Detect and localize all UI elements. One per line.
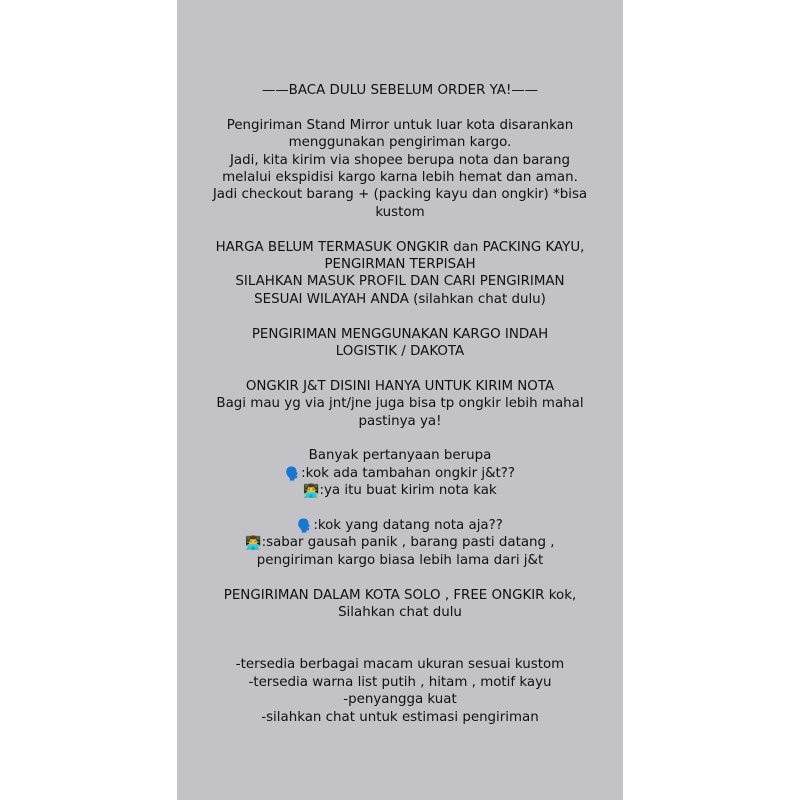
text-line: Jadi, kita kirim via shopee berupa nota dan barang xyxy=(229,152,570,168)
faq-answer-continued: pengiriman kargo biasa lebih lama dari j&t xyxy=(256,552,544,568)
text-line: HARGA BELUM TERMASUK ONGKIR dan PACKING KAYU, xyxy=(215,239,585,255)
faq-question: 🗣️:kok ada tambahan ongkir j&t?? xyxy=(284,465,516,482)
faq-intro: Banyak pertanyaan berupa xyxy=(308,448,492,464)
shipping-info-paragraph xyxy=(177,117,623,221)
text-line: melalui ekspidisi kargo karna lebih hemat dan aman. xyxy=(222,170,578,186)
feature-item: -tersedia warna list putih , hitam , motif kayu xyxy=(248,674,552,690)
feature-list xyxy=(177,656,623,726)
ongkir-paragraph xyxy=(177,378,623,430)
notice-text xyxy=(177,82,623,726)
text-line: PENGIRIMAN DALAM KOTA SOLO , FREE ONGKIR kok, xyxy=(223,587,577,603)
text-line: Jadi checkout barang + (packing kayu dan ongkir) *bisa xyxy=(212,187,588,203)
feature-item: -tersedia berbagai macam ukuran sesuai kustom xyxy=(235,657,565,673)
faq-answer: 👨‍💻:ya itu buat kirim nota kak xyxy=(303,483,497,500)
technologist-icon: 👨‍💻 xyxy=(303,484,320,500)
speaking-head-icon: 🗣️ xyxy=(297,519,314,535)
story-panel xyxy=(177,0,623,800)
text-line: Silahkan chat dulu xyxy=(338,605,462,621)
notice-heading: ——BACA DULU SEBELUM ORDER YA!—— xyxy=(261,83,539,98)
technologist-icon: 👨‍💻 xyxy=(245,536,262,552)
feature-item: -penyangga kuat xyxy=(343,692,457,708)
price-note-paragraph xyxy=(177,239,623,309)
text-line: kustom xyxy=(375,204,425,220)
text-line: pastinya ya! xyxy=(358,413,442,429)
text-line: Bagi mau yg via jnt/jne juga bisa tp ongkir lebih mahal xyxy=(216,396,584,412)
text-line: SILAHKAN MASUK PROFIL DAN CARI PENGIRIMAN xyxy=(235,274,565,290)
text-line: menggunakan pengiriman kargo. xyxy=(288,135,512,151)
text-line: SESUAI WILAYAH ANDA (silahkan chat dulu) xyxy=(254,291,546,307)
faq-question: 🗣️:kok yang datang nota aja?? xyxy=(297,518,503,535)
text-line: ONGKIR J&T DISINI HANYA UNTUK KIRIM NOTA xyxy=(245,378,555,394)
speaking-head-icon: 🗣️ xyxy=(284,466,302,482)
cargo-paragraph xyxy=(177,326,623,361)
text-line: PENGIRIMAN MENGGUNAKAN KARGO INDAH xyxy=(251,326,549,342)
faq-section xyxy=(177,447,623,569)
feature-item: -silahkan chat untuk estimasi pengiriman xyxy=(261,709,539,725)
text-line: Pengiriman Stand Mirror untuk luar kota disarankan xyxy=(226,117,574,133)
text-line: PENGIRMAN TERPISAH xyxy=(324,257,476,273)
faq-answer: 👨‍💻:sabar gausah panik , barang pasti datang , xyxy=(245,535,555,552)
text-line: LOGISTIK / DAKOTA xyxy=(335,344,465,360)
local-delivery-paragraph xyxy=(177,587,623,622)
